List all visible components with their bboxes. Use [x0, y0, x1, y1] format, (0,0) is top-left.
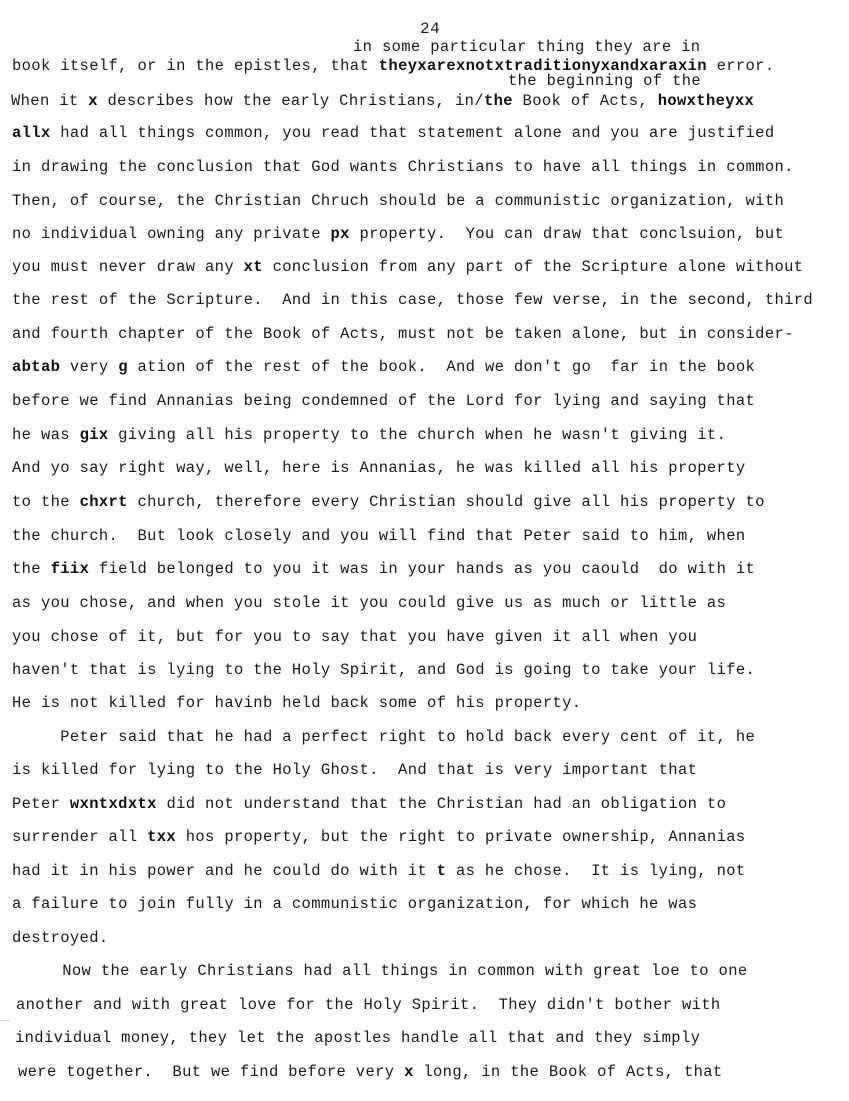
- line-text: haven't that is lying to the Holy Spirit, and God is going to take your life.: [12, 661, 756, 679]
- line-text: individual money, they let the apostles handle all that and they simply: [15, 1029, 701, 1047]
- inserted-text-line-1: in some particular thing they are in: [353, 38, 701, 56]
- text-line: [12, 124, 774, 142]
- line-text: long, in the Book of Acts, that: [413, 1063, 723, 1081]
- line-text: property. You can draw that conclsuion, but: [349, 225, 785, 243]
- line-text: Book of Acts,: [512, 92, 658, 110]
- line-text: is killed for lying to the Holy Ghost. And that is very important that: [12, 761, 698, 779]
- line-text: had it in his power and he could do with it: [12, 862, 437, 880]
- text-line: [12, 527, 746, 545]
- struck-out-text: howxtheyxx: [657, 92, 755, 110]
- struck-out-text: chxrt: [79, 493, 128, 511]
- struck-out-text: fiix: [50, 560, 90, 578]
- text-line: [12, 459, 746, 477]
- line-text: the rest of the Scripture. And in this case, those few verse, in the second, third: [12, 291, 814, 309]
- line-text: as he chose. It is lying, not: [446, 862, 746, 880]
- text-line: [12, 862, 746, 880]
- struck-out-text: allx: [12, 124, 51, 142]
- line-text: surrender all: [12, 828, 148, 846]
- text-line: [12, 493, 765, 511]
- struck-out-text: wxntxdxtx: [69, 795, 157, 813]
- line-text: another and with great love for the Holy Spirit. They didn't bother with: [16, 996, 721, 1014]
- line-text: he was: [12, 426, 80, 444]
- text-line: [12, 728, 755, 746]
- struck-out-text: txx: [147, 828, 177, 846]
- line-text: describes how the early Christians, in/: [97, 92, 484, 110]
- text-line: [12, 358, 755, 376]
- text-line: [12, 158, 794, 176]
- text-line: [12, 392, 755, 410]
- line-text: before we find Annanias being condemned of the Lord for lying and saying that: [12, 392, 756, 410]
- text-line: [12, 828, 746, 846]
- line-text: Peter said that he had a perfect right to hold back every cent of it, he: [12, 728, 756, 746]
- struck-out-text: xt: [243, 258, 263, 276]
- line-text: book itself, or in the epistles, that: [12, 57, 379, 75]
- text-line: [12, 57, 774, 75]
- text-line: [12, 258, 803, 276]
- text-line: [12, 895, 697, 913]
- struck-out-text: theyxarexnotxtraditionyxandxaraxin: [378, 57, 707, 75]
- line-text: He is not killed for havinb held back some of his property.: [12, 694, 582, 712]
- text-line: [12, 661, 755, 679]
- struck-out-text: t: [436, 862, 447, 880]
- line-text: When it: [11, 92, 89, 110]
- text-line: [12, 192, 784, 210]
- line-text: And yo say right way, well, here is Annanias, he was killed all his property: [12, 459, 746, 477]
- line-text: giving all his property to the church when he wasn't giving it.: [108, 426, 727, 444]
- text-line: [12, 628, 697, 646]
- page-number: 24: [420, 20, 441, 38]
- line-text: conclusion from any part of the Scripture alone without: [262, 258, 804, 276]
- text-line: [12, 560, 755, 578]
- line-text: hos property, but the right to private ownership, Annanias: [176, 828, 746, 846]
- line-text: as you chose, and when you stole it you could give us as much or little as: [12, 594, 727, 612]
- page-smudge: [0, 1020, 10, 1021]
- line-text: Peter: [12, 795, 70, 813]
- text-line: [12, 929, 109, 947]
- line-text: the church. But look closely and you will find that Peter said to him, when: [12, 527, 746, 545]
- struck-out-text: px: [330, 225, 350, 243]
- line-text: very: [60, 358, 119, 376]
- text-line: [14, 962, 748, 980]
- line-text: in drawing the conclusion that God wants Christians to have all things in common.: [12, 158, 794, 176]
- line-text: you must never draw any: [12, 258, 244, 276]
- struck-out-text: the: [483, 92, 513, 110]
- text-line: [12, 761, 697, 779]
- line-text: destroyed.: [12, 929, 109, 947]
- text-line: [12, 694, 581, 712]
- struck-out-text: b: [50, 358, 61, 376]
- line-text: the: [12, 560, 51, 578]
- struck-out-text: x: [404, 1063, 414, 1081]
- struck-out-text: x: [88, 92, 98, 110]
- line-text: error.: [706, 57, 775, 75]
- line-text: no individual owning any private: [12, 225, 331, 243]
- line-text: ation of the rest of the book. And we don't go: [127, 358, 601, 376]
- text-line: [15, 1029, 700, 1047]
- inserted-text-line-2: the beginning of the: [508, 72, 702, 90]
- text-line: [12, 325, 794, 343]
- line-text: had all things common, you read that statement alone and you are justified: [50, 124, 775, 142]
- struck-out-text: g: [118, 358, 128, 376]
- line-text: to the: [12, 493, 80, 511]
- line-text: and fourth chapter of the Book of Acts, must not be taken alone, but in consider-: [12, 325, 794, 343]
- text-line: [12, 225, 784, 243]
- text-line: [11, 92, 754, 110]
- struck-out-text: abta: [12, 358, 51, 376]
- line-text: Then, of course, the Christian Chruch should be a communistic organization, with: [12, 192, 785, 210]
- line-text: field belonged to you it was in your hands as you caould do with it: [89, 560, 756, 578]
- struck-out-text: gix: [79, 426, 109, 444]
- line-text: church, therefore every Christian should give all his property to: [127, 493, 765, 511]
- text-line: [16, 996, 721, 1014]
- line-text: far in the book: [600, 358, 756, 376]
- text-line: [12, 594, 726, 612]
- line-text: a failure to join fully in a communistic organization, for which he was: [12, 895, 698, 913]
- text-line: [18, 1063, 723, 1081]
- line-text: you chose of it, but for you to say that you have given it all when you: [12, 628, 698, 646]
- line-text: did not understand that the Christian had an obligation to: [156, 795, 727, 813]
- text-line: [12, 291, 813, 309]
- line-text: Now the early Christians had all things in common with great loe to one: [14, 962, 748, 980]
- text-line: [12, 795, 726, 813]
- text-line: [12, 426, 726, 444]
- line-text: were together. But we find before very: [18, 1063, 405, 1081]
